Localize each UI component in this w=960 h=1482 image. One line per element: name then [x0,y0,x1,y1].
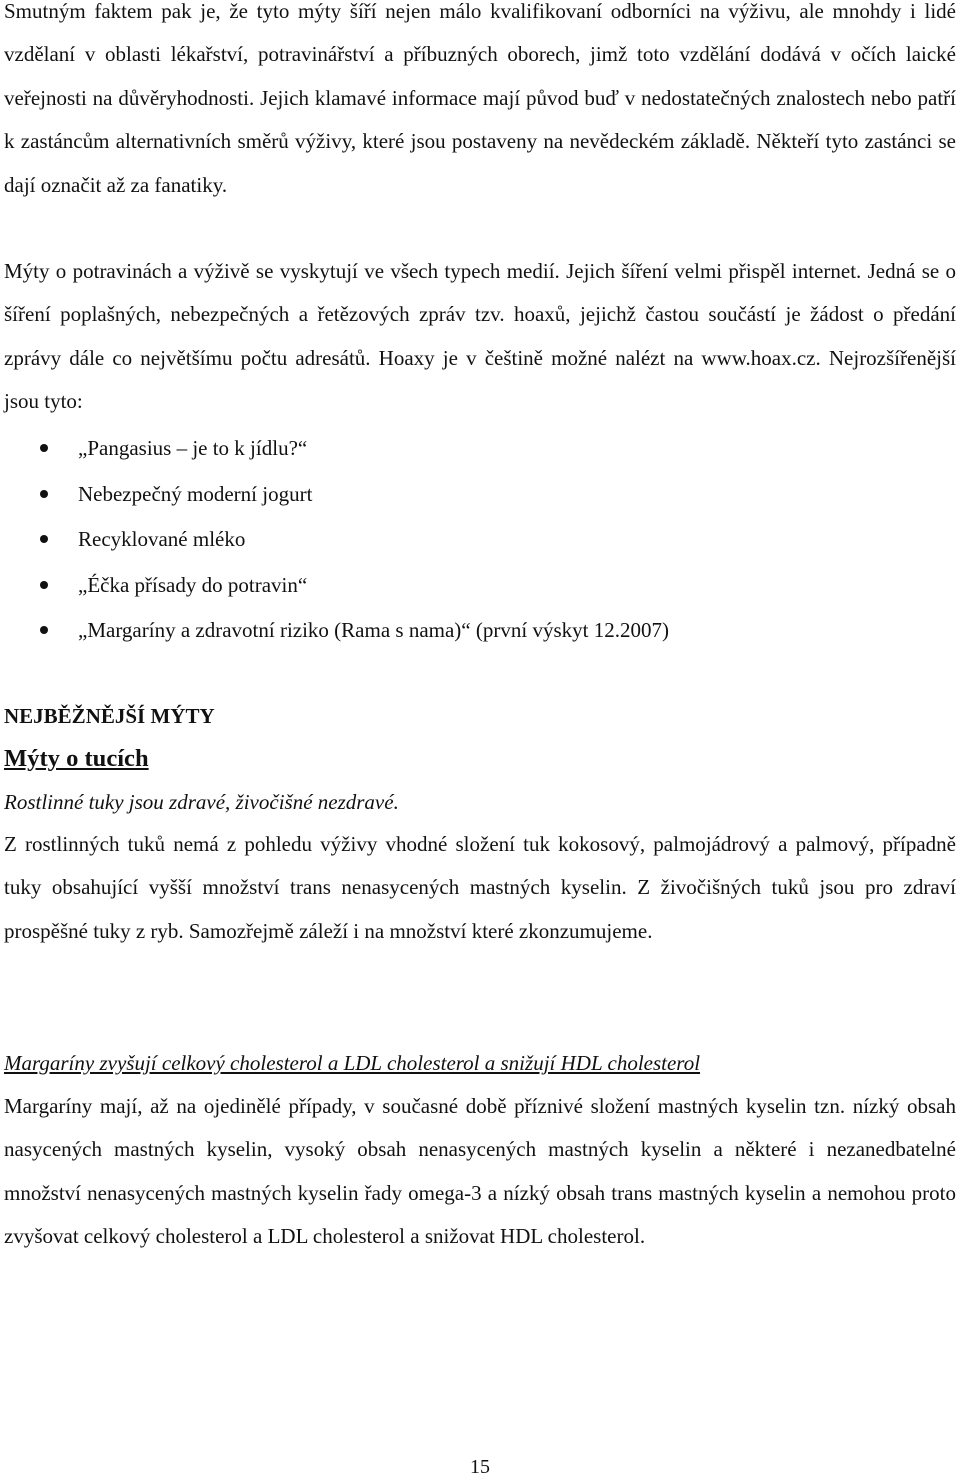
paragraph-margarine: Margaríny mají, až na ojedinělé případy, v současné době příznivé složení mastných kyselin tzn. nízký obsah nasycených mastných kyselin, vysoký obsah nenasycených mastných kyselin a některé i nezanedbatelné množství nenasycených mastných kyselin řady omega-3 a nízký obsah trans mastných kyselin a nemohou proto zvyšovat celkový cholesterol a LDL cholesterol a snižovat HDL cholesterol. [4,1094,956,1249]
list-item [4,608,956,654]
paragraph-hoaxes: Mýty o potravinách a výživě se vyskytují ve všech typech medií. Jejich šíření velmi přispěl internet. Jedná se o šíření poplašných, nebezpečných a řetězových zpráv tzv. hoaxů, jejichž častou součástí je žádost o předání zprávy dále co největšímu počtu adresátů. Hoaxy je v češtině možné nalézt na www.hoax.cz. Nejrozšířenější jsou tyto: [4,259,956,414]
section-subheading: Mýty o tucích [4,745,149,772]
bullet-icon [40,490,48,498]
bullet-icon [40,535,48,543]
list-item-text: Recyklované mléko [78,527,246,551]
section-heading: NEJBĚŽNĚJŠÍ MÝTY [4,704,215,728]
bullet-icon [40,581,48,589]
list-item-text: „Éčka přísady do potravin“ [78,572,308,597]
myth-title-plant-fats: Rostlinné tuky jsou zdravé, živočišné nezdravé. [4,790,399,814]
page-number: 15 [470,1456,490,1478]
paragraph-intro: Smutným faktem pak je, že tyto mýty šíří nejen málo kvalifikovaní odborníci na výživu, ale mnohdy i lidé vzdělaní v oblasti lékařství, potravinářství a příbuzných oborech, jimž toto vzdělání dodává v očích laické veřejnosti na důvěryhodnosti. Jejich klamavé informace mají původ buď v nedostatečných znalostech nebo patří k zastáncům alternativních směrů výživy, které jsou postaveny na nevědeckém základě. Někteří tyto zastánci se dají označit až za fanatiky. [4,0,956,197]
bullet-icon [40,444,48,452]
bullet-icon [40,626,48,634]
list-item [4,563,956,609]
list-item-text: „Pangasius – je to k jídlu?“ [78,436,308,460]
list-item [4,426,956,472]
paragraph-plant-fats: Z rostlinných tuků nemá z pohledu výživy vhodné složení tuk kokosový, palmojádrový a palmový, případně tuky obsahující vyšší množství trans nenasycených mastných kyselin. Z živočišných tuků jsou pro zdraví prospěšné tuky z ryb. Samozřejmě záleží i na množství které zkonzumujeme. [4,832,956,943]
list-item [4,472,956,518]
myth-title-margarine: Margaríny zvyšují celkový cholesterol a LDL cholesterol a snižují HDL cholesterol [4,1051,701,1075]
list-item-text: Nebezpečný moderní jogurt [78,481,313,506]
list-item-text: „Margaríny a zdravotní riziko (Rama s nama)“ (první výskyt 12.2007) [78,618,669,642]
list-item [4,517,956,563]
hoax-list [4,426,956,654]
